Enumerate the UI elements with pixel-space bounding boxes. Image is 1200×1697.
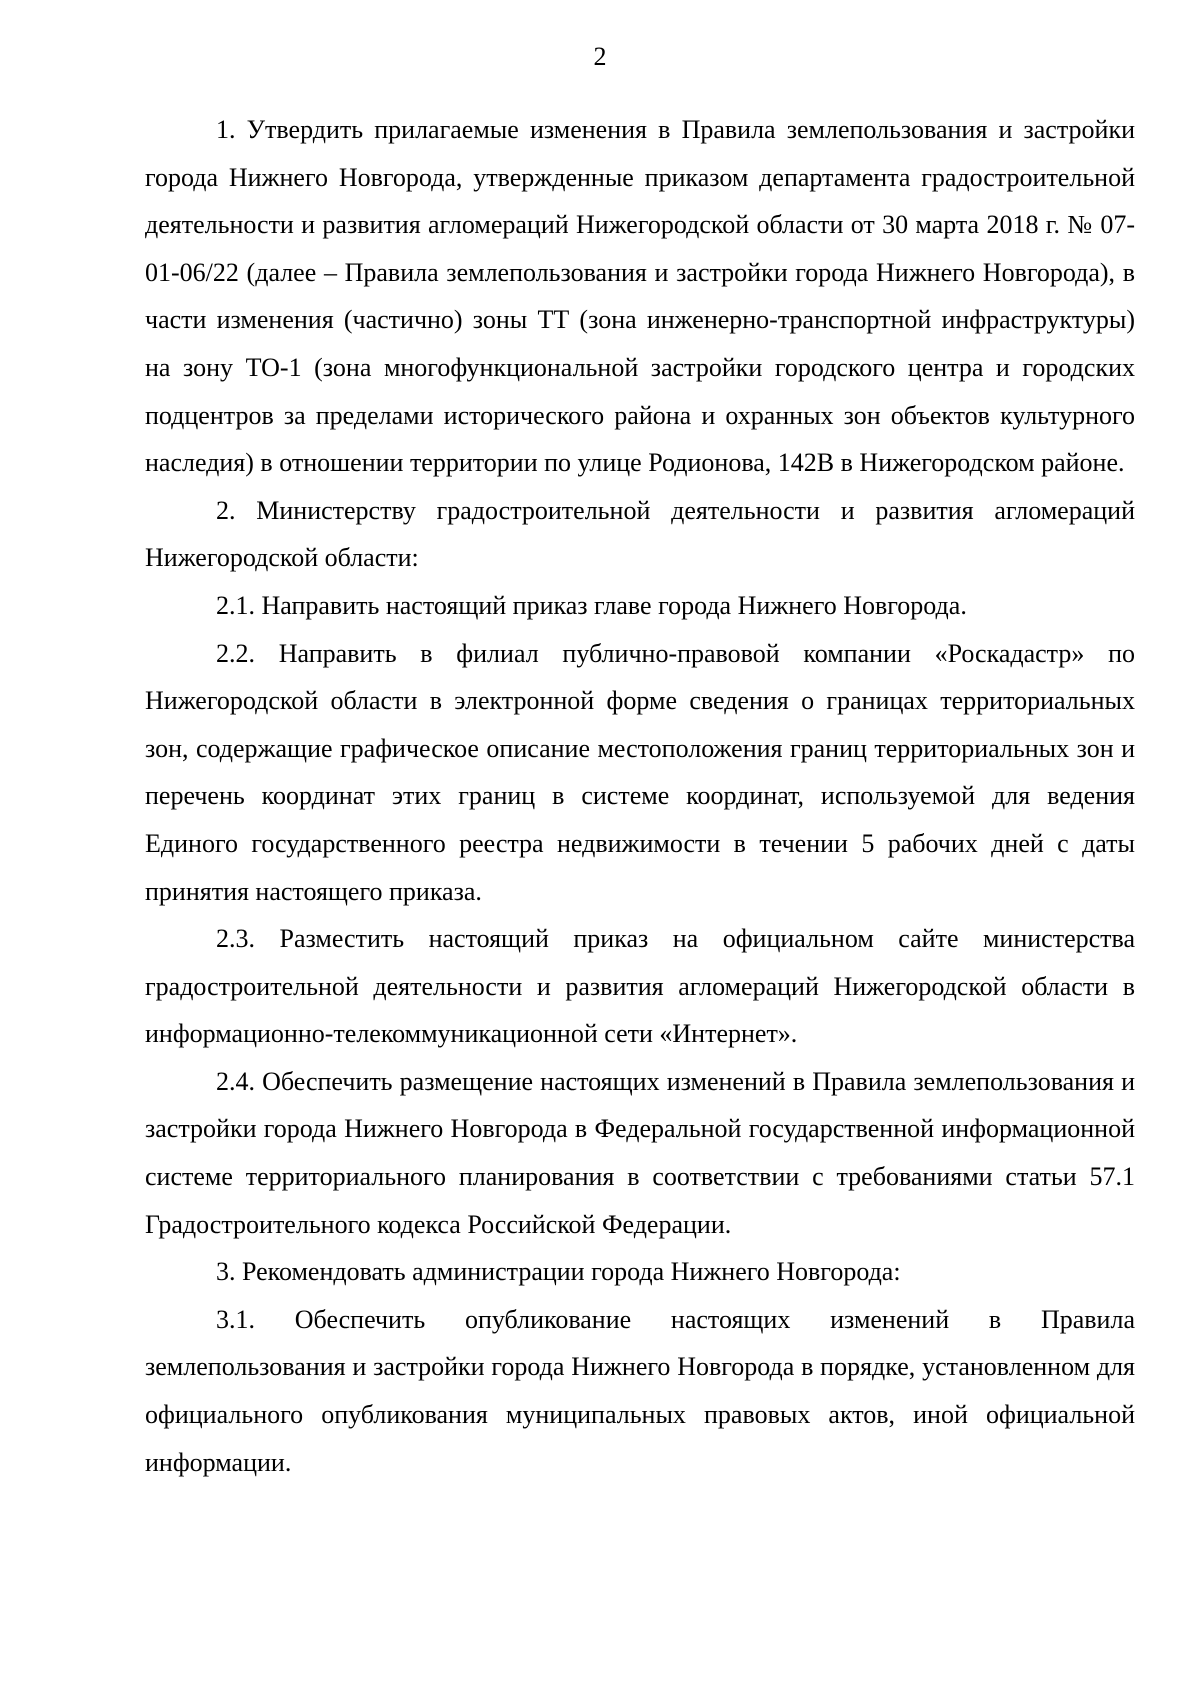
page-number: 2 <box>593 42 607 71</box>
paragraph-2-2: 2.2. Направить в филиал публично-правовой компании «Роскадастр» по Нижегородской области в электронной форме сведения о границах территориальных зон, содержащие графическое описание местоположения границ территориальных зон и перечень координат этих границ в системе координат, используемой для ведения Единого государственного реестра недвижимости в течении 5 рабочих дней с даты принятия настоящего приказа. <box>145 638 1135 906</box>
paragraph-3: 3. Рекомендовать администрации города Нижнего Новгорода: <box>216 1257 901 1287</box>
paragraph-2-4: 2.4. Обеспечить размещение настоящих изменений в Правила землепользования и застройки города Нижнего Новгорода в Федеральной государственной информационной системе территориального планирования в соответствии с требованиями статьи 57.1 Градостроительного кодекса Российской Федерации. <box>145 1066 1135 1239</box>
paragraph-3-1: 3.1. Обеспечить опубликование настоящих изменений в Правила землепользования и застройки города Нижнего Новгорода в порядке, установленном для официального опубликования муниципальных правовых актов, иной официальной информации. <box>145 1304 1135 1477</box>
paragraph-2-1: 2.1. Направить настоящий приказ главе города Нижнего Новгорода. <box>216 590 967 620</box>
paragraph-1: 1. Утвердить прилагаемые изменения в Правила землепользования и застройки города Нижнего Новгорода, утвержденные приказом департамента градостроительной деятельности и развития агломераций Нижегородской области от 30 марта 2018 г. № 07-01-06/22 (далее – Правила землепользования и застройки города Нижнего Новгорода), в части изменения (частично) зоны ТТ (зона инженерно-транспортной инфраструктуры) на зону ТО-1 (зона многофункциональной застройки городского центра и городских подцентров за пределами исторического района и охранных зон объектов культурного наследия) в отношении территории по улице Родионова, 142В в Нижегородском районе. <box>145 115 1135 478</box>
paragraph-2-3: 2.3. Разместить настоящий приказ на официальном сайте министерства градостроительной деятельности и развития агломераций Нижегородской области в информационно-телекоммуникационной сети «Интернет». <box>145 924 1135 1049</box>
paragraph-2: 2. Министерству градостроительной деятельности и развития агломераций Нижегородской области: <box>145 495 1135 573</box>
document-body <box>145 106 1135 1486</box>
